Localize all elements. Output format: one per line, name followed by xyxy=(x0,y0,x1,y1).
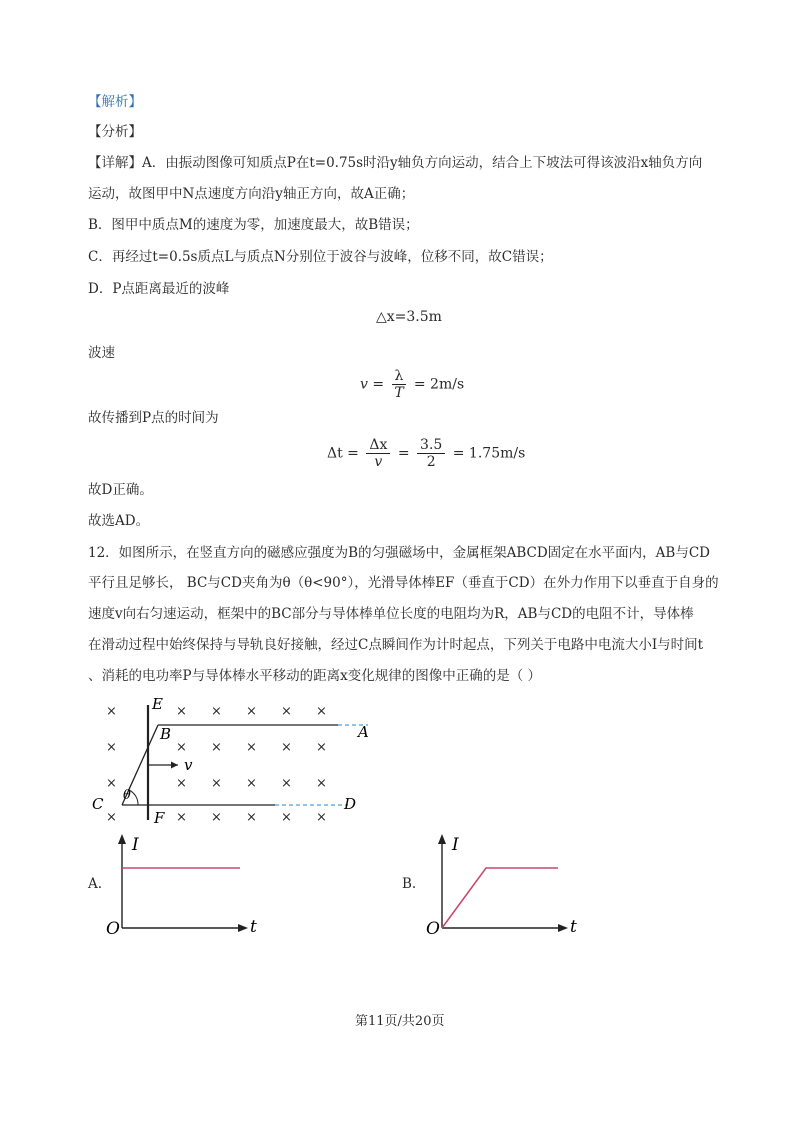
field-mark: × xyxy=(281,810,292,825)
y-axis-arrow xyxy=(118,834,126,844)
final-answer: 故选AD。 xyxy=(88,513,150,529)
field-mark: × xyxy=(211,810,222,825)
label-theta: θ xyxy=(123,788,131,803)
field-mark: × xyxy=(281,704,292,719)
equation-delta-x: △x=3.5m xyxy=(376,309,442,325)
velocity-arrowhead xyxy=(171,762,178,769)
question12-line2: 平行且足够长， BC与CD夹角为θ（θ<90°），光滑导体棒EF（垂直于CD）在外力作用下以垂直于自身的 xyxy=(88,575,719,591)
x-axis-arrow xyxy=(558,924,568,932)
x-axis-label: t xyxy=(570,917,577,937)
answer-d-line: D．P点距离最近的波峰 xyxy=(88,281,230,297)
origin-label: O xyxy=(106,919,120,939)
answer-a-line1: 【详解】A．由振动图像可知质点P在t=0.75s时沿y轴负方向运动，结合上下坡法可得该波沿x轴负方向 xyxy=(88,155,703,171)
label-a: A xyxy=(358,723,369,741)
option-b-graph xyxy=(420,830,590,940)
wave-speed-label: 波速 xyxy=(88,345,115,361)
field-mark: × xyxy=(316,740,327,755)
field-mark: × xyxy=(106,776,117,791)
page-footer: 第11页/共20页 xyxy=(355,1014,445,1029)
label-f: F xyxy=(154,809,165,827)
field-mark: × xyxy=(316,776,327,791)
propagate-label: 故传播到P点的时间为 xyxy=(88,410,219,426)
circuit-figure xyxy=(80,695,400,835)
field-mark: × xyxy=(281,776,292,791)
d-conclusion: 故D正确。 xyxy=(88,482,153,498)
label-e: E xyxy=(152,695,163,713)
field-mark: × xyxy=(106,810,117,825)
y-axis-arrow xyxy=(438,834,446,844)
field-mark: × xyxy=(316,704,327,719)
y-axis-label: I xyxy=(132,835,139,855)
equation-wave-speed: v = $\frac{\lambda}{T}$ = 2m/s xyxy=(360,368,465,401)
answer-b-line: B．图甲中质点M的速度为零，加速度最大，故B错误； xyxy=(88,217,419,233)
origin-label: O xyxy=(426,919,440,939)
x-axis-arrow xyxy=(238,924,248,932)
question12-line3: 速度v向右匀速运动，框架中的BC部分与导体棒单位长度的电阻均为R，AB与CD的电阻不计，导体棒 xyxy=(88,606,694,622)
field-mark: × xyxy=(106,740,117,755)
field-mark: × xyxy=(316,810,327,825)
field-mark: × xyxy=(211,704,222,719)
label-b: B xyxy=(160,725,172,743)
label-c: C xyxy=(92,795,104,813)
question12-line5: 、消耗的电功率P与导体棒水平移动的距离x变化规律的图像中正确的是（ ） xyxy=(88,668,541,684)
equation-time: Δt = $\frac{\Delta x}{v}$ = $\frac{3.5}{2}$ = 1.75m/s xyxy=(327,437,526,470)
current-line-ramp xyxy=(442,868,558,928)
answer-a-line2: 运动，故图甲中N点速度方向沿y轴正方向，故A正确； xyxy=(88,186,415,202)
section-detail: 【详解】 xyxy=(88,155,142,171)
option-b-label: B. xyxy=(402,876,417,892)
question12-line4: 在滑动过程中始终保持与导轨良好接触，经过C点瞬间作为计时起点，下列关于电路中电流大小I与时间t xyxy=(88,637,704,653)
field-mark: × xyxy=(281,740,292,755)
field-mark: × xyxy=(246,740,257,755)
label-v: v xyxy=(184,756,193,774)
field-mark: × xyxy=(246,704,257,719)
field-mark: × xyxy=(176,810,187,825)
question12-line1: 12．如图所示，在竖直方向的磁感应强度为B的匀强磁场中，金属框架ABCD固定在水平面内，AB与CD xyxy=(88,545,710,561)
field-mark: × xyxy=(246,810,257,825)
answer-c-line: C．再经过t=0.5s质点L与质点N分别位于波谷与波峰，位移不同，故C错误； xyxy=(88,249,553,265)
field-mark: × xyxy=(211,740,222,755)
y-axis-label: I xyxy=(452,835,459,855)
section-fenxi: 【分析】 xyxy=(88,124,142,140)
field-mark: × xyxy=(176,776,187,791)
option-a-graph xyxy=(100,830,270,940)
field-mark: × xyxy=(211,776,222,791)
field-mark: × xyxy=(176,704,187,719)
field-mark: × xyxy=(176,740,187,755)
label-d: D xyxy=(344,795,357,813)
x-axis-label: t xyxy=(250,917,257,937)
section-jiexi: 【解析】 xyxy=(88,94,142,110)
field-mark: × xyxy=(246,776,257,791)
magnetic-field-marks xyxy=(106,704,327,825)
field-mark: × xyxy=(106,704,117,719)
option-a-label: A. xyxy=(88,876,103,892)
